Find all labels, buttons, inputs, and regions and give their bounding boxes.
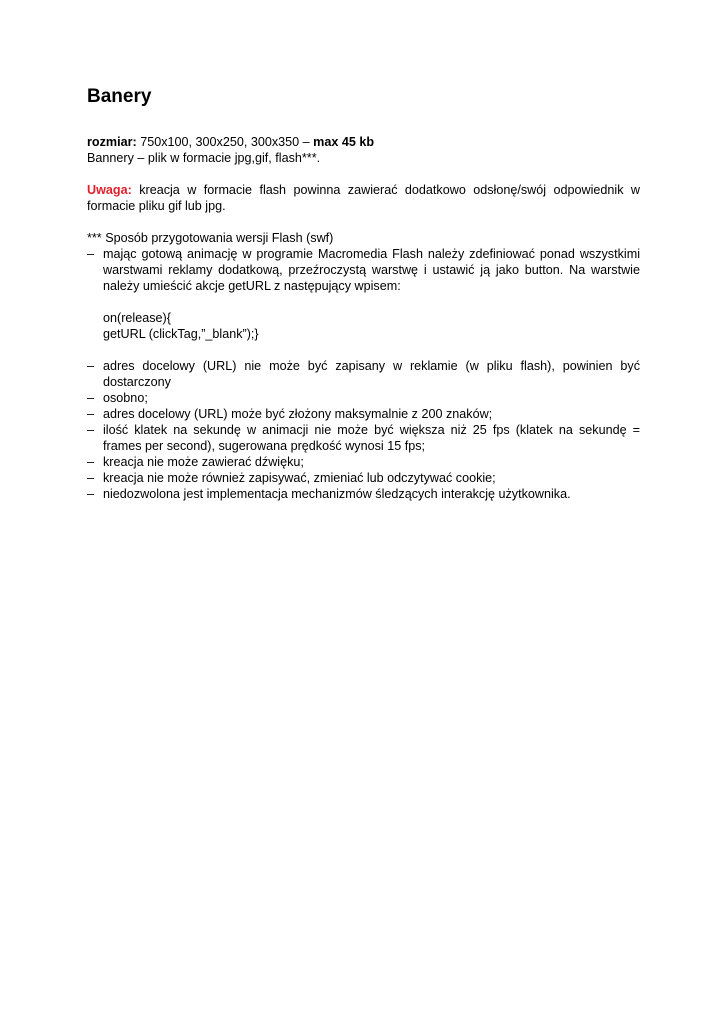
format-line: Bannery – plik w formacie jpg,gif, flash***. bbox=[87, 151, 321, 165]
list-item bbox=[87, 470, 640, 486]
code-line: on(release){ bbox=[103, 311, 171, 325]
document-page bbox=[87, 85, 640, 502]
spacer bbox=[87, 294, 640, 310]
flash-heading: *** Sposób przygotowania wersji Flash (swf) bbox=[87, 231, 334, 245]
list-item-text: mając gotową animację w programie Macromedia Flash należy zdefiniować ponad wszystkimi warstwami reklamy dodatkową, przeźroczystą warstwę i ustawić ją jako button. Na warstwie należy umieścić akcje getURL z następujący wpisem: bbox=[103, 247, 640, 293]
code-snippet bbox=[87, 310, 640, 342]
spacer bbox=[87, 166, 640, 182]
list-item-text: niedozwolona jest implementacja mechanizmów śledzących interakcję użytkownika. bbox=[103, 487, 571, 501]
dash-marker: – bbox=[87, 407, 95, 421]
flash-instructions-list bbox=[87, 246, 640, 294]
list-item bbox=[87, 390, 640, 406]
size-label: rozmiar: bbox=[87, 135, 137, 149]
warning-paragraph bbox=[87, 182, 640, 214]
size-line bbox=[87, 134, 640, 150]
list-item-text: adres docelowy (URL) może być złożony maksymalnie z 200 znaków; bbox=[103, 407, 493, 421]
dash-marker: – bbox=[87, 455, 95, 469]
dash-marker: – bbox=[87, 359, 95, 373]
list-item-text: kreacja nie może również zapisywać, zmieniać lub odczytywać cookie; bbox=[103, 471, 496, 485]
list-item-text: ilość klatek na sekundę w animacji nie może być większa niż 25 fps (klatek na sekundę = frames per second), sugerowana prędkość wynosi 15 fps; bbox=[103, 423, 640, 453]
list-item bbox=[87, 422, 640, 454]
size-values: 750x100, 300x250, 300x350 – bbox=[140, 135, 310, 149]
page-title: Banery bbox=[87, 86, 152, 107]
dash-marker: – bbox=[87, 471, 95, 485]
warning-label: Uwaga: bbox=[87, 183, 132, 197]
dash-marker: – bbox=[87, 391, 95, 405]
document-body bbox=[87, 134, 640, 502]
dash-marker: – bbox=[87, 247, 95, 261]
list-item bbox=[87, 406, 640, 422]
list-item bbox=[87, 246, 640, 294]
code-line: getURL (clickTag,”_blank”);} bbox=[103, 327, 259, 341]
list-item bbox=[87, 358, 640, 390]
spacer bbox=[87, 342, 640, 358]
spacer bbox=[87, 214, 640, 230]
list-item-text: kreacja nie może zawierać dźwięku; bbox=[103, 455, 304, 469]
list-item bbox=[87, 454, 640, 470]
list-item-text: adres docelowy (URL) nie może być zapisany w reklamie (w pliku flash), powinien być dostarczony bbox=[103, 359, 640, 389]
list-item-text: osobno; bbox=[103, 391, 148, 405]
dash-marker: – bbox=[87, 487, 95, 501]
rules-list bbox=[87, 358, 640, 502]
list-item bbox=[87, 486, 640, 502]
dash-marker: – bbox=[87, 423, 95, 437]
max-size: max 45 kb bbox=[313, 135, 375, 149]
warning-text: kreacja w formacie flash powinna zawierać dodatkowo odsłonę/swój odpowiednik w formacie pliku gif lub jpg. bbox=[87, 183, 641, 213]
